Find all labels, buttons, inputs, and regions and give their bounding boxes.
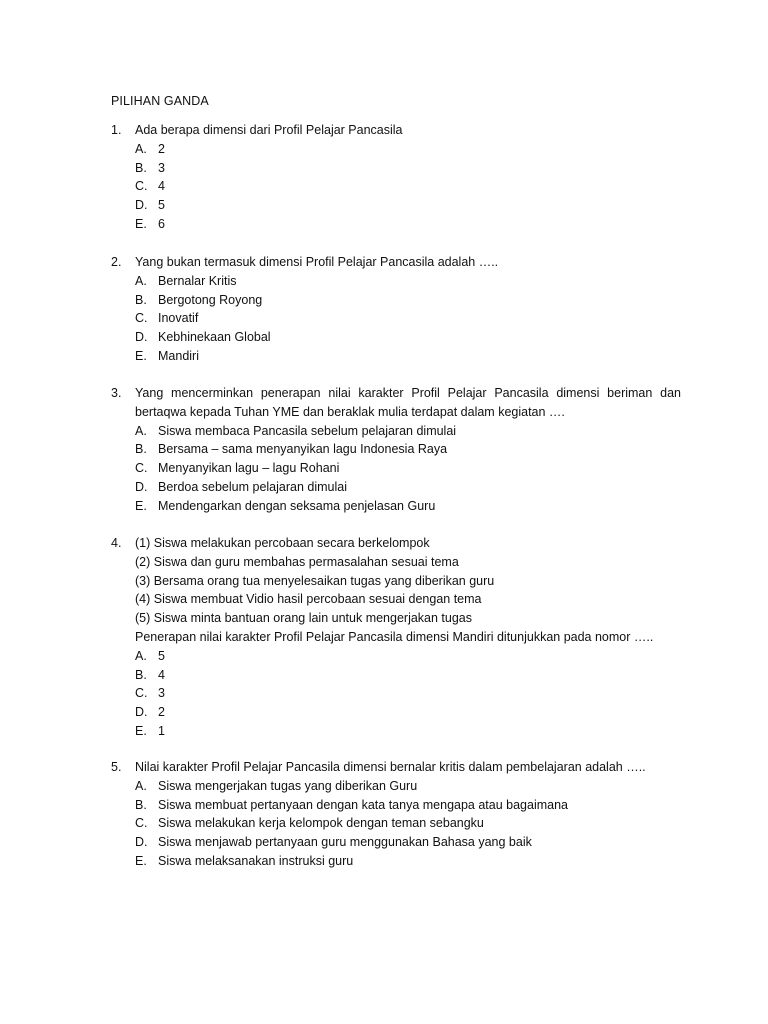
option-c[interactable] (135, 814, 681, 833)
option-d[interactable] (135, 328, 681, 347)
option-text: 1 (158, 723, 165, 738)
statement-4: (4) Siswa membuat Vidio hasil percobaan sesuai dengan tema (135, 592, 482, 607)
option-text: Siswa menjawab pertanyaan guru menggunakan Bahasa yang baik (158, 835, 532, 850)
option-text: Bersama – sama menyanyikan lagu Indonesia Raya (158, 442, 448, 457)
option-text: 4 (158, 667, 165, 682)
option-label: D. (135, 330, 148, 345)
question-body (135, 384, 681, 516)
option-label: D. (135, 479, 148, 494)
option-d[interactable] (135, 478, 681, 497)
option-a[interactable] (135, 422, 681, 441)
option-e[interactable] (135, 852, 681, 871)
option-text: Siswa membaca Pancasila sebelum pelajaran dimulai (158, 423, 457, 438)
option-d[interactable] (135, 196, 681, 215)
question-text: Penerapan nilai karakter Profil Pelajar Pancasila dimensi Mandiri ditunjukkan pada nomor ….. (135, 629, 654, 644)
option-label: A. (135, 141, 147, 156)
option-text: Bergotong Royong (158, 292, 263, 307)
question-number: 2. (111, 255, 122, 269)
option-b[interactable] (135, 666, 681, 685)
option-d[interactable] (135, 703, 681, 722)
statement-3: (3) Bersama orang tua menyelesaikan tugas yang diberikan guru (135, 573, 495, 588)
option-label: A. (135, 648, 147, 663)
option-label: B. (135, 667, 147, 682)
option-e[interactable] (135, 215, 681, 234)
question-body (135, 758, 681, 871)
option-text: Inovatif (158, 311, 199, 326)
option-label: D. (135, 705, 148, 720)
option-label: A. (135, 778, 147, 793)
option-label: B. (135, 442, 147, 457)
question-number: 1. (111, 123, 122, 137)
question-row (111, 758, 681, 871)
question-body (135, 121, 681, 234)
option-c[interactable] (135, 684, 681, 703)
option-label: E. (135, 723, 147, 738)
option-e[interactable] (135, 347, 681, 366)
option-text: Bernalar Kritis (158, 273, 237, 288)
option-c[interactable] (135, 177, 681, 196)
question-number: 3. (111, 386, 122, 400)
question-text: Yang mencerminkan penerapan nilai karakter Profil Pelajar Pancasila dimensi beriman dan bertaqwa kepada Tuhan YME dan beraklak mulia terdapat dalam kegiatan …. (135, 386, 681, 419)
option-text: 6 (158, 216, 165, 231)
option-label: E. (135, 216, 147, 231)
question-row (111, 534, 681, 741)
option-text: 3 (158, 160, 165, 175)
question-text: Ada berapa dimensi dari Profil Pelajar Pancasila (135, 123, 403, 137)
question-2 (111, 253, 681, 366)
option-text: 4 (158, 179, 165, 194)
option-text: Siswa melakukan kerja kelompok dengan teman sebangku (158, 816, 484, 831)
option-label: A. (135, 273, 147, 288)
option-list (135, 647, 681, 741)
option-label: E. (135, 498, 147, 513)
option-a[interactable] (135, 140, 681, 159)
option-a[interactable] (135, 777, 681, 796)
option-text: Kebhinekaan Global (158, 330, 271, 345)
question-3 (111, 384, 681, 516)
question-number: 5. (111, 760, 122, 774)
statement-1: (1) Siswa melakukan percobaan secara berkelompok (135, 536, 430, 550)
option-list (135, 422, 681, 516)
option-label: C. (135, 179, 148, 194)
option-text: Mandiri (158, 348, 199, 363)
option-c[interactable] (135, 309, 681, 328)
option-text: 2 (158, 705, 165, 720)
option-label: B. (135, 292, 147, 307)
question-1 (111, 121, 681, 234)
option-label: C. (135, 816, 148, 831)
question-number: 4. (111, 536, 122, 550)
option-label: A. (135, 423, 147, 438)
question-row (111, 384, 681, 516)
option-text: Siswa melaksanakan instruksi guru (158, 853, 354, 868)
option-c[interactable] (135, 459, 681, 478)
option-label: B. (135, 797, 147, 812)
option-list (135, 777, 681, 871)
question-text: Nilai karakter Profil Pelajar Pancasila dimensi bernalar kritis dalam pembelajaran adalah ….. (135, 760, 646, 774)
option-label: E. (135, 853, 147, 868)
option-e[interactable] (135, 722, 681, 741)
question-5 (111, 758, 681, 871)
option-text: Berdoa sebelum pelajaran dimulai (158, 479, 348, 494)
question-4 (111, 534, 681, 741)
option-label: E. (135, 348, 147, 363)
option-text: Menyanyikan lagu – lagu Rohani (158, 461, 340, 476)
option-b[interactable] (135, 796, 681, 815)
question-row (111, 121, 681, 234)
option-a[interactable] (135, 272, 681, 291)
question-text: Yang bukan termasuk dimensi Profil Pelajar Pancasila adalah ….. (135, 255, 499, 269)
statement-2: (2) Siswa dan guru membahas permasalahan sesuai tema (135, 554, 459, 569)
document-title: PILIHAN GANDA (111, 94, 209, 108)
option-a[interactable] (135, 647, 681, 666)
question-body (135, 253, 681, 366)
option-d[interactable] (135, 833, 681, 852)
option-list (135, 140, 681, 234)
option-text: Siswa mengerjakan tugas yang diberikan Guru (158, 778, 418, 793)
option-b[interactable] (135, 159, 681, 178)
option-list (135, 272, 681, 366)
option-e[interactable] (135, 497, 681, 516)
option-label: B. (135, 160, 147, 175)
option-label: C. (135, 311, 148, 326)
option-text: Mendengarkan dengan seksama penjelasan Guru (158, 498, 436, 513)
option-text: 2 (158, 141, 165, 156)
statement-5: (5) Siswa minta bantuan orang lain untuk mengerjakan tugas (135, 611, 473, 626)
option-text: 5 (158, 198, 165, 213)
option-text: 5 (158, 648, 165, 663)
option-label: C. (135, 461, 148, 476)
option-label: D. (135, 198, 148, 213)
option-text: 3 (158, 686, 165, 701)
option-label: C. (135, 686, 148, 701)
question-body (135, 534, 681, 741)
question-row (111, 253, 681, 366)
option-b[interactable] (135, 440, 681, 459)
option-label: D. (135, 835, 148, 850)
option-b[interactable] (135, 291, 681, 310)
option-text: Siswa membuat pertanyaan dengan kata tanya mengapa atau bagaimana (158, 797, 569, 812)
